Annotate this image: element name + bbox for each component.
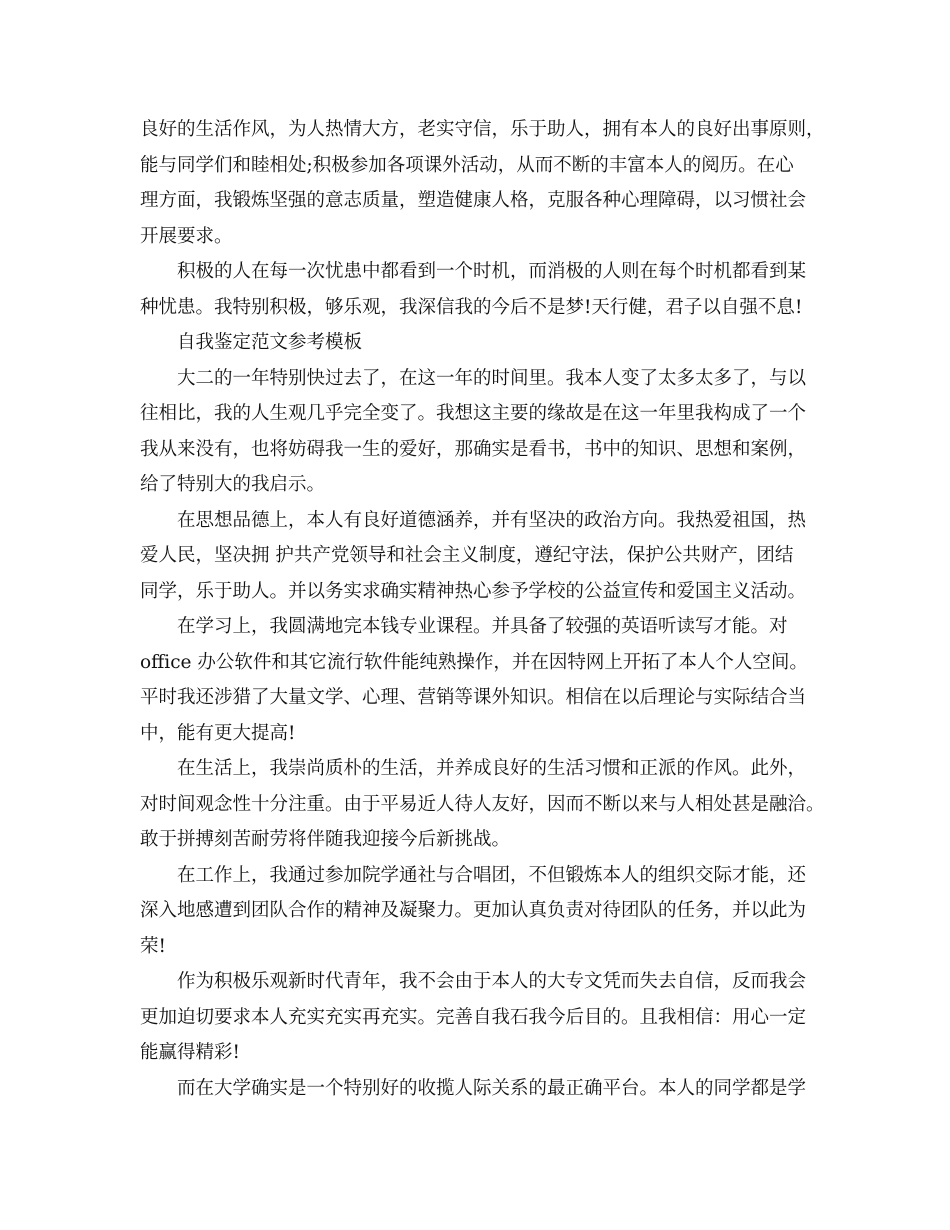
text-line: 开展要求。 [140, 225, 233, 247]
text-line: 荣! [140, 935, 166, 957]
text-line: 平时我还涉猎了大量文学、心理、营销等课外知识。相信在以后理论与实际结合当 [140, 687, 807, 708]
text-line: 给了特别大的我启示。 [140, 474, 326, 495]
text-line: office 办公软件和其它流行软件能纯熟操作，并在因特网上开拓了本人个人空间。 [140, 651, 808, 673]
text-line: 作为积极乐观新时代青年，我不会由于本人的大专文凭而失去自信，反而我会 [177, 971, 807, 992]
text-line: 中，能有更大提高! [140, 722, 296, 744]
text-line: 在思想品德上，本人有良好道德涵养，并有坚决的政治方向。我热爱祖国，热 [177, 509, 807, 531]
text-line: 更加迫切要求本人充实充实再充实。完善自我石我今后目的。且我相信：用心一定 [140, 1006, 807, 1028]
text-line: 敢于拼搏刻苦耐劳将伴随我迎接今后新挑战。 [140, 829, 511, 850]
text-line: 深入地感遭到团队合作的精神及凝聚力。更加认真负责对待团队的任务，并以此为 [140, 900, 807, 921]
text-line: 大二的一年特别快过去了，在这一年的时间里。我本人变了太多太多了，与以 [177, 367, 807, 389]
text-line: 同学，乐于助人。并以务实求确实精神热心参予学校的公益宣传和爱国主义活动。 [140, 580, 807, 602]
text-line: 而在大学确实是一个特别好的收揽人际关系的最正确平台。本人的同学都是学 [177, 1077, 807, 1099]
text-line: 自我鉴定范文参考模板 [177, 332, 363, 353]
text-line: 在生活上，我崇尚质朴的生活，并养成良好的生活习惯和正派的作风。此外， [177, 758, 807, 779]
text-line: 对时间观念性十分注重。由于平易近人待人友好，因而不断以来与人相处甚是融洽。 [140, 793, 825, 815]
document-body [140, 112, 825, 1106]
text-line: 我从来没有，也将妨碍我一生的爱好，那确实是看书，书中的知识、思想和案例， [140, 438, 807, 460]
text-line: 在工作上，我通过参加院学通社与合唱团，不但锻炼本人的组织交际才能，还 [177, 864, 807, 886]
text-line: 能赢得精彩! [140, 1042, 240, 1063]
text-line: 理方面，我锻炼坚强的意志质量，塑造健康人格，克服各种心理障碍，以习惯社会 [140, 190, 807, 211]
text-line: 能与同学们和睦相处;积极参加各项课外活动，从而不断的丰富本人的阅历。在心 [140, 154, 794, 176]
text-line: 种忧患。我特别积极，够乐观，我深信我的今后不是梦!天行健，君子以自强不息! [140, 296, 803, 318]
text-line: 在学习上，我圆满地完本钱专业课程。并具备了较强的英语听读写才能。对 [177, 616, 788, 637]
text-line: 积极的人在每一次忧患中都看到一个时机，而消极的人则在每个时机都看到某 [177, 261, 807, 282]
text-line: 良好的生活作风，为人热情大方，老实守信，乐于助人，拥有本人的良好出事原则， [140, 119, 825, 140]
text-line: 往相比，我的人生观几乎完全变了。我想这主要的缘故是在这一年里我构成了一个 [140, 403, 807, 424]
text-line: 爱人民，坚决拥 护共产党领导和社会主义制度，遵纪守法，保护公共财产，团结 [140, 545, 794, 566]
